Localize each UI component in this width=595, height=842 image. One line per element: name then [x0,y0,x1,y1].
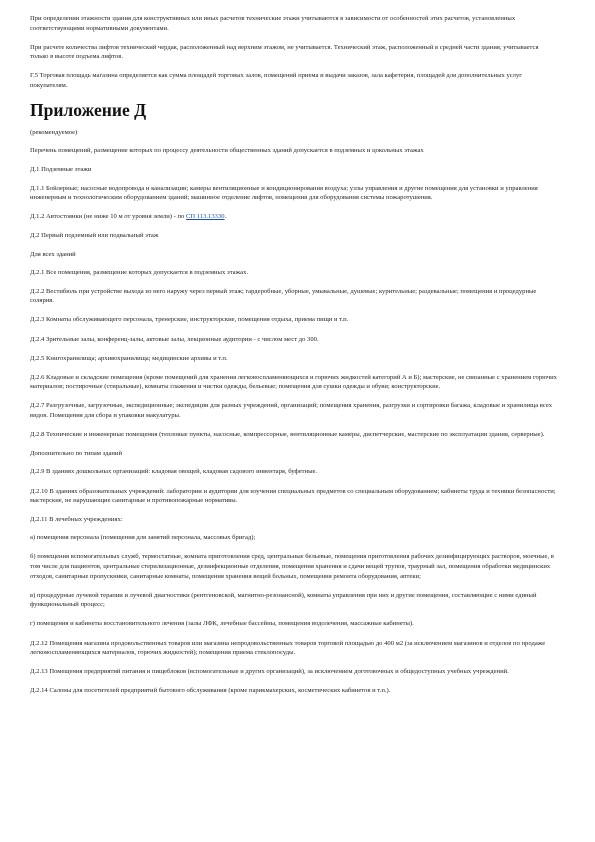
item-d2-11-g: г) помещения и кабинеты восстановительного лечения (залы ЛФК, лечебные бассейны, помещения водолечения, массажные кабинеты). [30,620,414,628]
item-d2-3: Д.2.3 Комнаты обслуживающего персонала, тренерские, инструкторские, помещения отдыха, приема пищи и т.п. [30,316,349,324]
additional-heading: Дополнительно по типам зданий [30,450,122,458]
item-d2-10: Д.2.10 В зданиях образовательных учреждений: лаборатории и аудитории для изучения специальных предметов со специальным оборудованием; кабинеты труда и техники безопасности; мастерские, не нарушающие санитарные и противопожарные нормативы. [30,487,556,505]
item-d1-1: Д.1.1 Бойлерные; насосные водопровода и канализации; камеры вентиляционные и кондиционирования воздуха; узлы управления и другие помещения для установки и управления инженерным и технологическим оборудованием зданий; машинное отделение лифтов, помещения для оборудования системы пожаротушения. [30,184,538,202]
paragraph-g5-trade-area: Г.5 Торговая площадь магазина определяется как сумма площадей торговых залов, помещений приема и выдачи заказов, зала кафетерия, площадей для дополнительных услуг покупателям. [30,72,522,89]
sp-113-link[interactable]: СП 113.13330 [185,213,225,221]
item-d2-6: Д.2.6 Кладовые и складские помещения (кроме помещений для хранения легковоспламеняющихся и горючих жидкостей категорий А и Б); мастерские, не связанные с хранением горючих материалов; постирочные (стиральные), комнаты глажения и чистки одежды, бельевые; помещения для сушки одежды и обуви; конструкторские. [30,373,557,391]
item-d2-11-b: б) помещения вспомогательных служб, термостатные, комната приготовления сред, центральные бельевые, помещения приготовления рабочих дезинфицирующих растворов, моечные, в том числе для пациентов, центральные стерилизационные, дезинфекционные отделения, помещения хранения и сдачи вещей трупов, траурный зал, помещения обработки медицинских отходов, санитарные пропускники, санитарные комнаты, помещения хранения вещей больных, помещения ремонта оборудования, аптеки; [30,553,554,580]
paragraph-floors-calculation: При определении этажности здания для конструктивных или иных расчетов технические этажи учитываются в зависимости от особенностей этих расчетов, установленных соответствующими нормативными документами. [30,15,516,32]
item-d2-13: Д.2.13 Помещения предприятий питания и пищеблоков (вспомогательные и других организаций), за исключением доготовочных и общедоступных учебных учреждений. [30,668,509,676]
item-d2-7: Д.2.7 Разгрузочные, загрузочные, экспедиционные; экспедиции для разных учреждений, организаций; помещения хранения, разгрузки и сортировки багажа, кладовые и хранилища всех видов. Помещения для сбора и упаковки макулатуры. [30,402,553,420]
item-d2-8: Д.2.8 Технические и инженерные помещения (тепловые пункты, насосные, компрессорные, вентиляционные камеры, диспетчерские, мастерские по эксплуатации здания, серверные). [30,431,545,439]
item-d2-1: Д.2.1 Все помещения, размещение которых допускается в подземных этажах. [30,268,249,276]
item-d1-2-end: . [224,213,227,221]
paragraph-elevators: При расчете количества лифтов технический чердак, расположенный над верхним этажом, не учитывается. Технический этаж, расположенный в средней части здания, учитывается только в высоте подъема лифтов. [30,43,539,61]
item-d2-14: Д.2.14 Салоны для посетителей предприятий бытового обслуживания (кроме парикмахерских, косметических кабинетов и т.п.). [30,687,391,695]
item-d2-2: Д.2.2 Вестибюль при устройстве выхода из него наружу через первый этаж; гардеробные, уборные, умывальные, душевые; курительные; раздевальные; помещения и процедурные солярия. [30,287,537,305]
item-d2-9: Д.2.9 В зданиях дошкольных организаций: кладовая овощей, кладовая садового инвентаря, буфетные. [30,468,318,476]
item-d2-11: Д.2.11 В лечебных учреждениях: [30,516,123,524]
all-buildings-heading: Для всех зданий [30,250,76,258]
appendix-status: (рекомендуемое) [30,129,78,137]
item-d2-11-a: а) помещения персонала (помещения для занятий персонала, массовых бригад); [30,534,256,542]
section-d1-heading: Д.1 Подземные этажи [30,166,92,174]
item-d1-2 [30,212,557,222]
item-d2-4: Д.2.4 Зрительные залы, конференц-залы, актовые залы, лекционные аудитории - с числом мест до 300. [30,335,319,343]
appendix-title: Приложение Д [30,100,147,121]
item-d1-2-text: Д.1.2 Автостоянки (не ниже 10 м от уровня земли) - по [30,213,186,221]
item-d2-5: Д.2.5 Книгохранилища; архивохранилища; медицинские архивы и т.п. [30,354,228,362]
item-d2-11-v: в) процедурные лучевой терапии и лучевой диагностики (рентгеновской, магнитно-резонансной), комнаты управления при них и другие помещения, составляющие с ними единый функциональный процесс; [30,591,537,609]
item-d2-12: Д.2.12 Помещения магазина продовольственных товаров или магазина непродовольственных товаров торговой площадью до 400 м2 (за исключением магазинов и отделов по продаже легковоспламеняющихся материалов, горючих жидкостей); помещения приема стеклопосуды. [30,639,546,657]
section-d2-heading: Д.2 Первый подземный или подвальный этаж [30,232,159,240]
appendix-intro: Перечень помещений, размещение которых по процессу деятельности общественных зданий допускается в подземных и цокольных этажах [30,147,424,155]
